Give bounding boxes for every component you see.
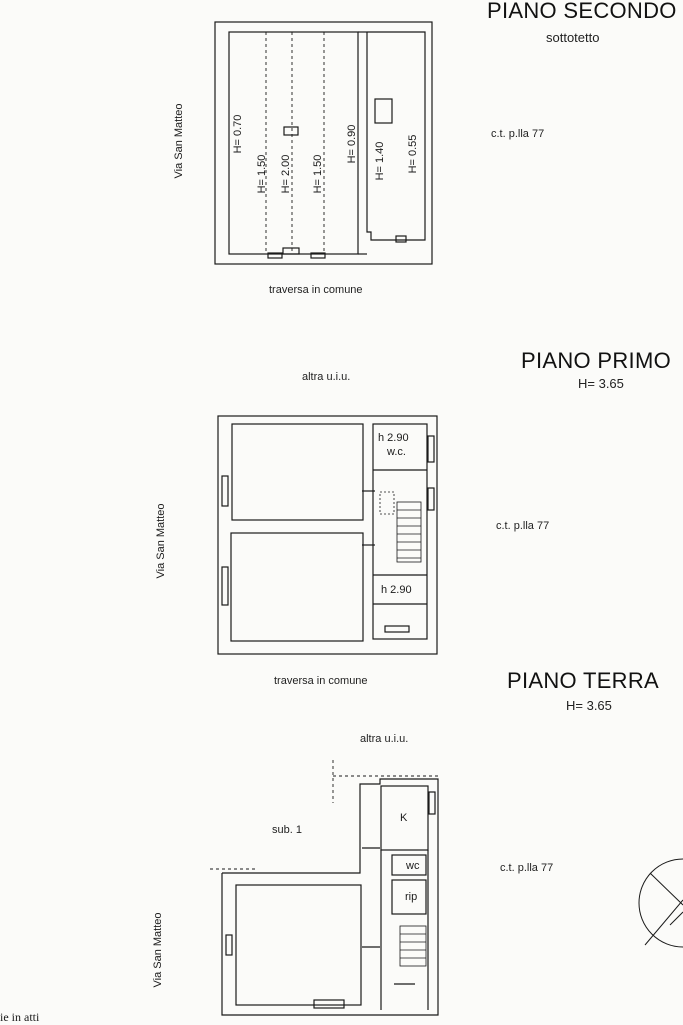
ground-floor-kitchen-label: K — [400, 812, 408, 824]
skylight — [284, 127, 298, 135]
first-floor-wc-height: h 2.90 — [378, 432, 409, 444]
ground-floor-sub: sub. 1 — [272, 824, 302, 836]
second-floor-plan — [215, 22, 432, 264]
first-floor-title: PIANO PRIMO — [521, 348, 671, 373]
second-floor-lane: traversa in comune — [269, 284, 363, 296]
ground-floor-title: PIANO TERRA — [507, 668, 660, 693]
height-label-5: H= 0.90 — [346, 124, 358, 164]
ground-floor-street: Via San Matteo — [152, 912, 164, 988]
first-floor-parcel: c.t. p.lla 77 — [496, 520, 550, 532]
first-floor-street: Via San Matteo — [155, 503, 167, 579]
first-floor-neighbor: altra u.i.u. — [302, 371, 351, 383]
second-floor-street: Via San Matteo — [173, 103, 185, 179]
second-floor-left-room — [229, 32, 358, 254]
height-label-4: H= 1.50 — [312, 154, 324, 194]
first-floor-height: H= 3.65 — [578, 376, 624, 391]
first-floor-stair — [397, 502, 421, 562]
height-label-2: H= 1.50 — [256, 154, 268, 194]
first-floor-room-top — [232, 424, 363, 520]
first-floor-lane: traversa in comune — [274, 675, 368, 687]
height-label-7: H= 0.55 — [407, 134, 419, 174]
first-floor-room-bottom — [231, 533, 363, 641]
ground-floor-wc-label: wc — [406, 860, 420, 872]
ground-floor-main-room — [236, 885, 361, 1005]
ground-floor-stair — [400, 926, 426, 966]
height-label-1: H= 0.70 — [232, 114, 244, 154]
second-floor-title: PIANO SECONDO — [487, 0, 677, 23]
ground-floor-parcel: c.t. p.lla 77 — [500, 862, 554, 874]
ground-floor-storage-label: rip — [405, 891, 418, 903]
height-label-6: H= 1.40 — [374, 141, 386, 181]
second-floor-parcel: c.t. p.lla 77 — [491, 128, 545, 140]
north-arrow — [639, 859, 683, 947]
footer-fragment: ie in atti — [0, 1010, 40, 1024]
second-floor-outer-wall — [215, 22, 432, 264]
ground-floor-height: H= 3.65 — [566, 698, 612, 713]
second-floor-subtitle: sottotetto — [546, 30, 600, 45]
height-label-3: H= 2.00 — [280, 154, 292, 194]
first-floor-back-height: h 2.90 — [381, 584, 412, 596]
ground-floor-neighbor: altra u.i.u. — [360, 733, 409, 745]
ground-floor-plan — [210, 760, 438, 1015]
chimney — [375, 99, 392, 123]
first-floor-wc-label: w.c. — [387, 446, 406, 458]
